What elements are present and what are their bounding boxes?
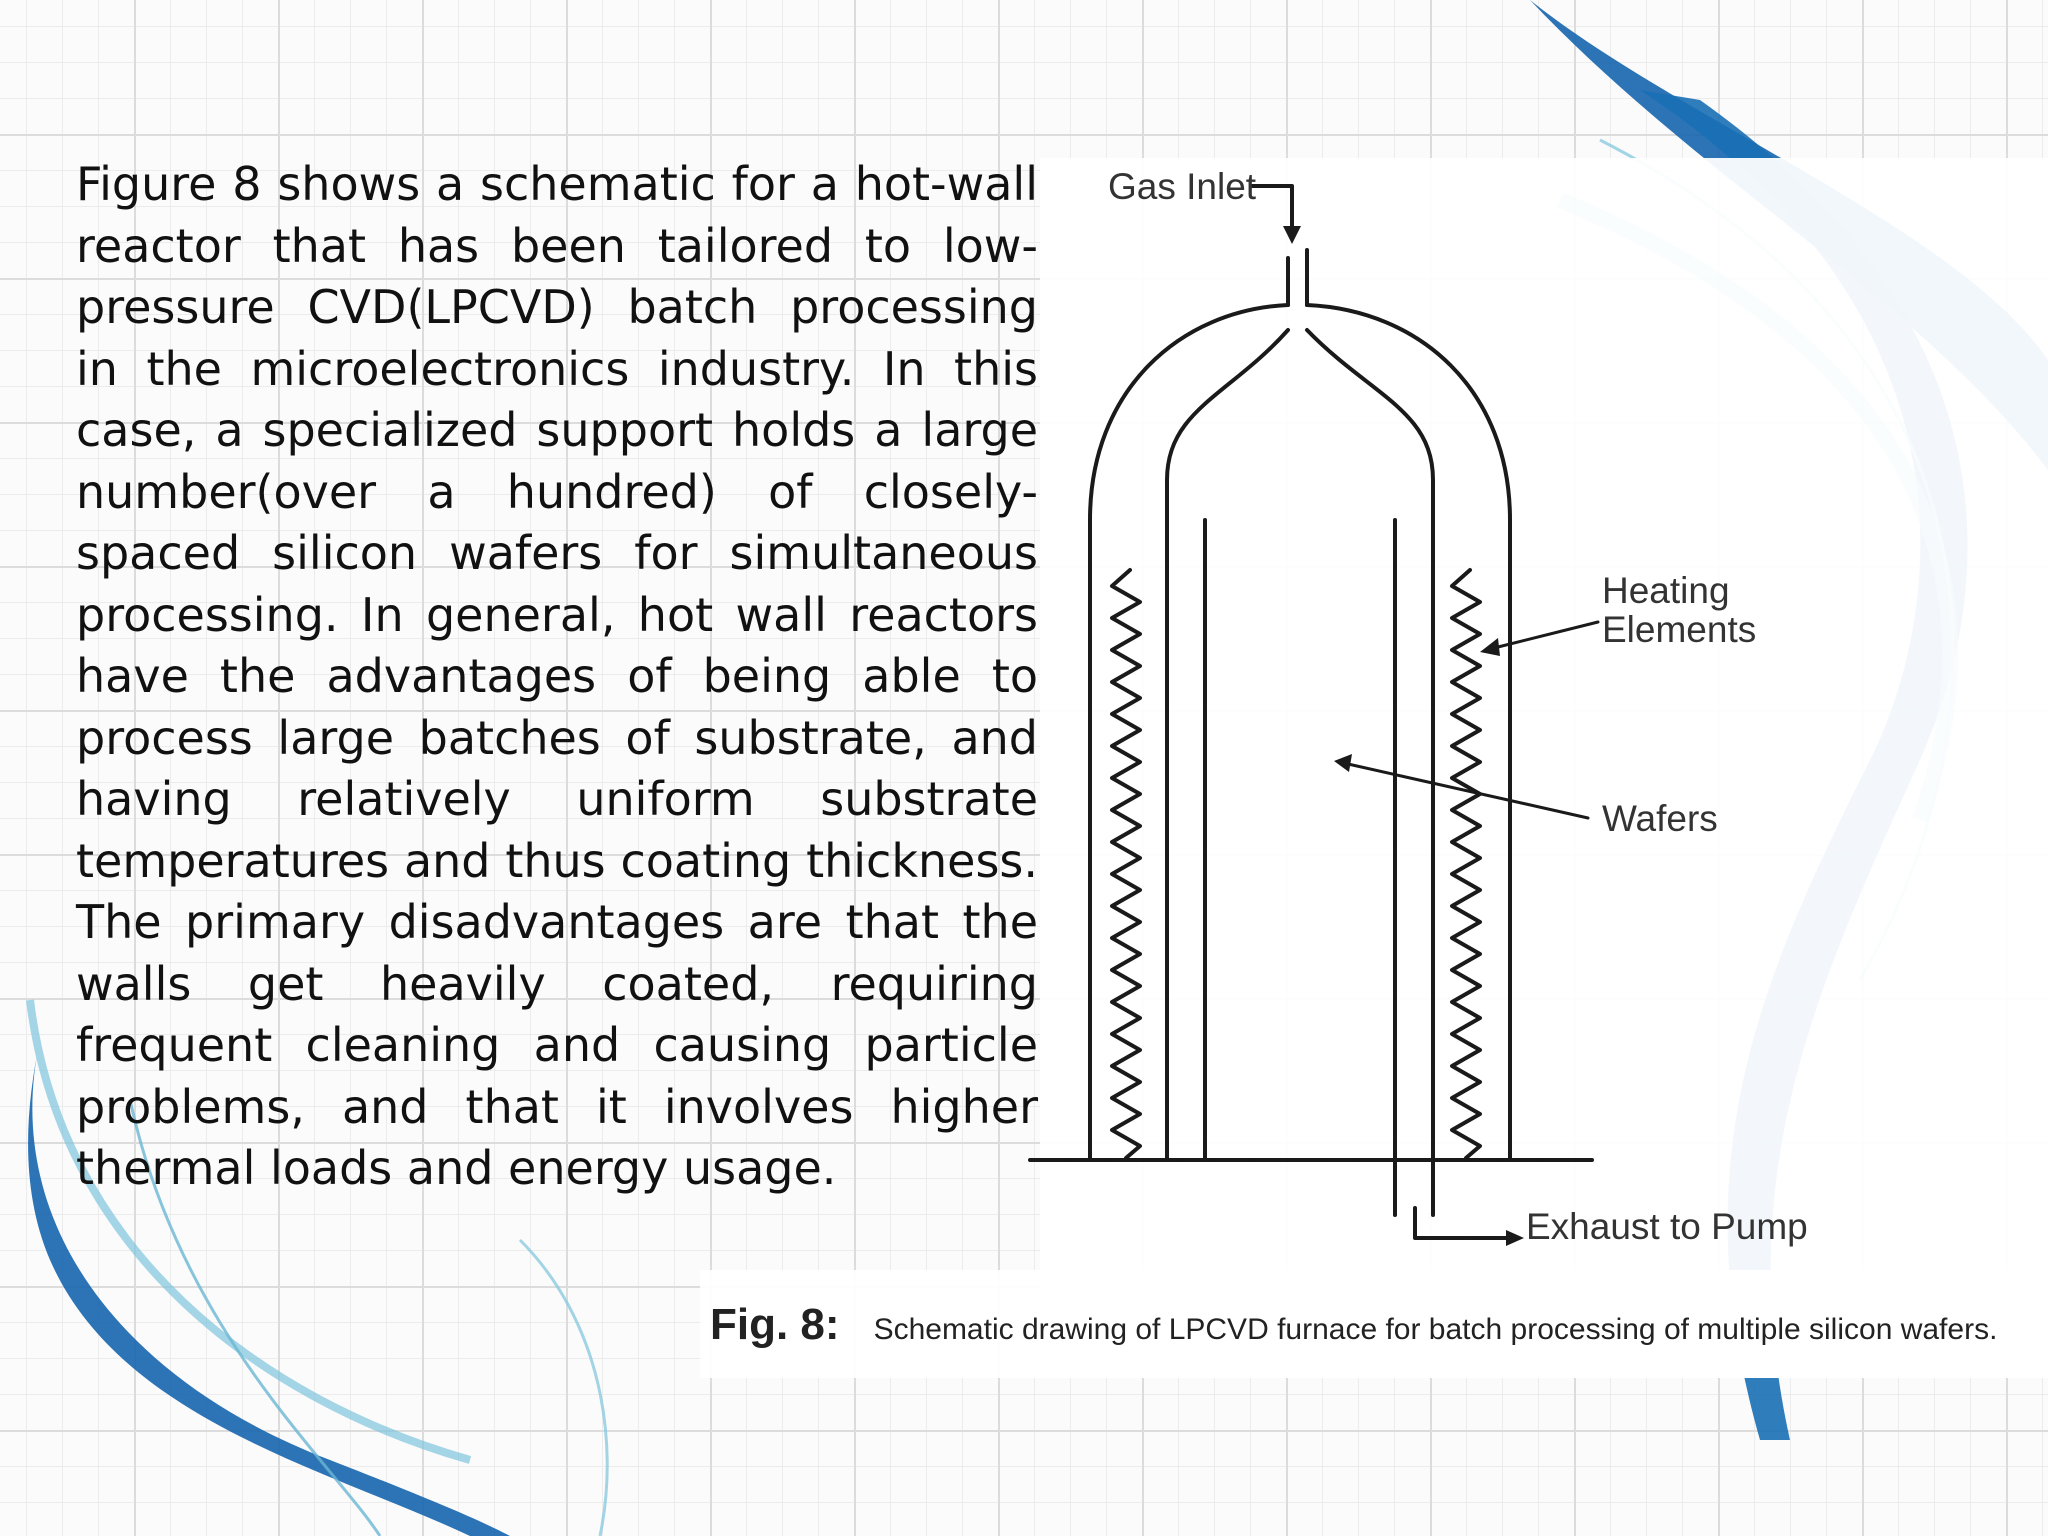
exhaust-line bbox=[1415, 1208, 1508, 1238]
heating-label-line2: Elements bbox=[1602, 608, 1757, 650]
heating-arrowhead bbox=[1480, 638, 1500, 656]
heating-coil-left bbox=[1112, 570, 1140, 1158]
gas-inlet-arrowhead bbox=[1283, 226, 1301, 244]
wafers-label: Wafers bbox=[1602, 798, 1718, 839]
figure-caption bbox=[710, 1300, 1997, 1350]
heating-elements-label bbox=[1602, 572, 1756, 650]
inner-tube-wall bbox=[1167, 330, 1288, 1160]
wafers-leader-line bbox=[1348, 764, 1588, 818]
heating-coil-right bbox=[1452, 570, 1480, 1158]
gas-inlet-label: Gas Inlet bbox=[1108, 166, 1257, 207]
exhaust-arrowhead bbox=[1506, 1230, 1524, 1246]
body-paragraph: Figure 8 shows a schematic for a hot-wall reactor that has been tailored to low-pressure CVD(LPCVD) batch processing in the microelectronics industry. In this case, a specialized support holds a large number(over a hundred) of closely-spaced silicon wafers for simultaneous processing. In general, hot wall reactors have the advantages of being able to process large batches of substrate, and having relatively uniform substrate temperatures and thus coating thickness. The primary disadvantages are that the walls get heavily coated, requiring frequent cleaning and causing particle problems, and that it involves higher thermal loads and energy usage. bbox=[76, 157, 1038, 1195]
heating-label-line1: Heating bbox=[1602, 570, 1730, 611]
caption-fig-number: Fig. 8: bbox=[710, 1300, 840, 1349]
gas-inlet-line bbox=[1252, 186, 1292, 228]
inner-tube-wall-right bbox=[1307, 330, 1433, 1160]
exhaust-label: Exhaust to Pump bbox=[1526, 1206, 1808, 1247]
caption-text: Schematic drawing of LPCVD furnace for batch processing of multiple silicon wafers. bbox=[873, 1313, 1998, 1346]
wafers-arrowhead bbox=[1334, 754, 1352, 772]
